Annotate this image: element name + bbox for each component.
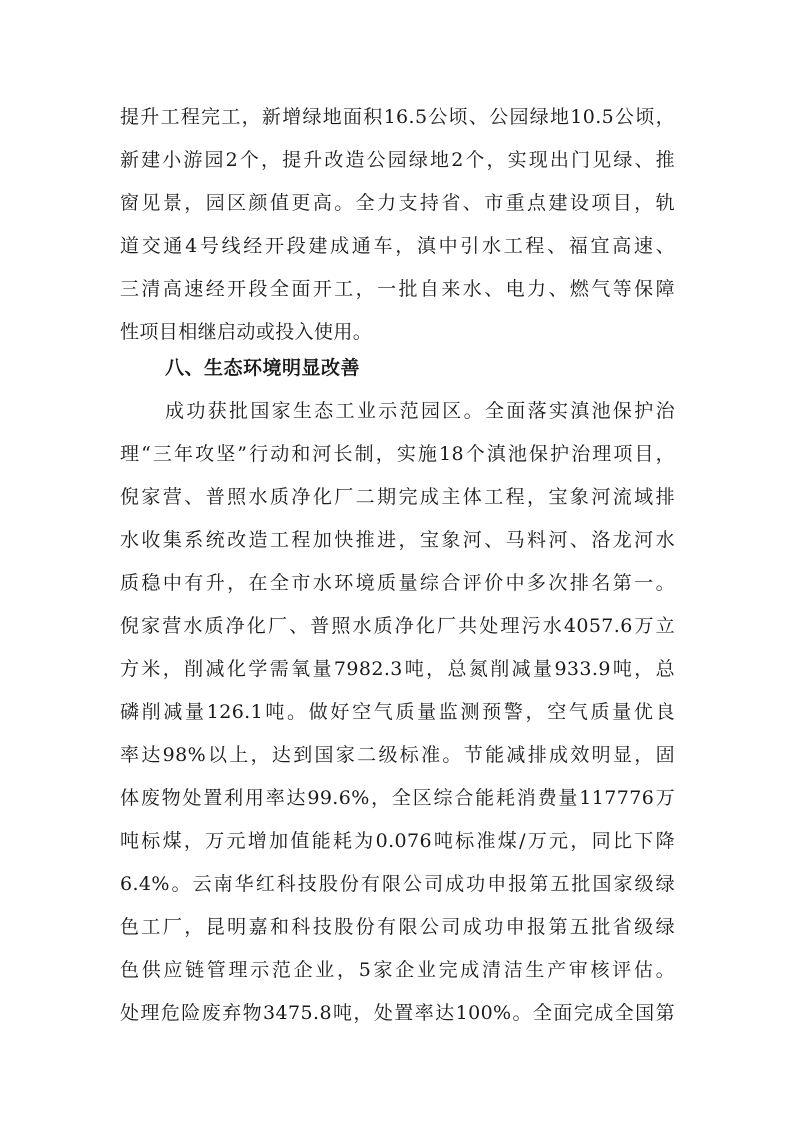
paragraph-line: 提升工程完工，新增绿地面积16.5公顷、公园绿地10.5公顷， bbox=[120, 106, 675, 128]
paragraph-line: 处理危险废弃物3475.8吨，处置率达100%。全面完成全国第 bbox=[120, 1002, 675, 1024]
paragraph-line: 理“三年攻坚”行动和河长制，实施18个滇池保护治理项目， bbox=[120, 443, 675, 465]
paragraph-line: 磷削减量126.1吨。做好空气质量监测预警，空气质量优良 bbox=[120, 701, 675, 723]
paragraph-line: 水收集系统改造工程加快推进，宝象河、马料河、洛龙河水 bbox=[120, 529, 675, 551]
paragraph-line: 道交通4号线经开段建成通车，滇中引水工程、福宜高速、 bbox=[120, 235, 675, 257]
paragraph-line: 倪家营水质净化厂、普照水质净化厂共处理污水4057.6万立 bbox=[120, 615, 675, 637]
paragraph-line: 三清高速经开段全面开工，一批自来水、电力、燃气等保障 bbox=[120, 278, 675, 300]
paragraph-line: 倪家营、普照水质净化厂二期完成主体工程，宝象河流域排 bbox=[120, 486, 675, 508]
paragraph-line: 成功获批国家生态工业示范园区。全面落实滇池保护治 bbox=[165, 400, 675, 422]
paragraph-line: 方米，削减化学需氧量7982.3吨，总氮削减量933.9吨，总 bbox=[120, 658, 675, 680]
paragraph-line: 吨标煤，万元增加值能耗为0.076吨标准煤/万元，同比下降 bbox=[120, 830, 675, 852]
paragraph-line: 性项目相继启动或投入使用。 bbox=[120, 321, 373, 343]
paragraph-line: 窗见景，园区颜值更高。全力支持省、市重点建设项目，轨 bbox=[120, 192, 675, 214]
paragraph-line: 体废物处置利用率达99.6%，全区综合能耗消费量117776万 bbox=[120, 787, 675, 809]
paragraph-line: 色供应链管理示范企业，5家企业完成清洁生产审核评估。 bbox=[120, 959, 675, 981]
paragraph-line: 新建小游园2个，提升改造公园绿地2个，实现出门见绿、推 bbox=[120, 149, 675, 171]
paragraph-line: 质稳中有升，在全市水环境质量综合评价中多次排名第一。 bbox=[120, 572, 675, 594]
paragraph-line: 色工厂，昆明嘉和科技股份有限公司成功申报第五批省级绿 bbox=[120, 916, 675, 938]
section-heading: 八、生态环境明显改善 bbox=[165, 357, 361, 379]
paragraph-line: 率达98%以上，达到国家二级标准。节能减排成效明显，固 bbox=[120, 744, 675, 766]
paragraph-line: 6.4%。云南华红科技股份有限公司成功申报第五批国家级绿 bbox=[120, 873, 675, 895]
